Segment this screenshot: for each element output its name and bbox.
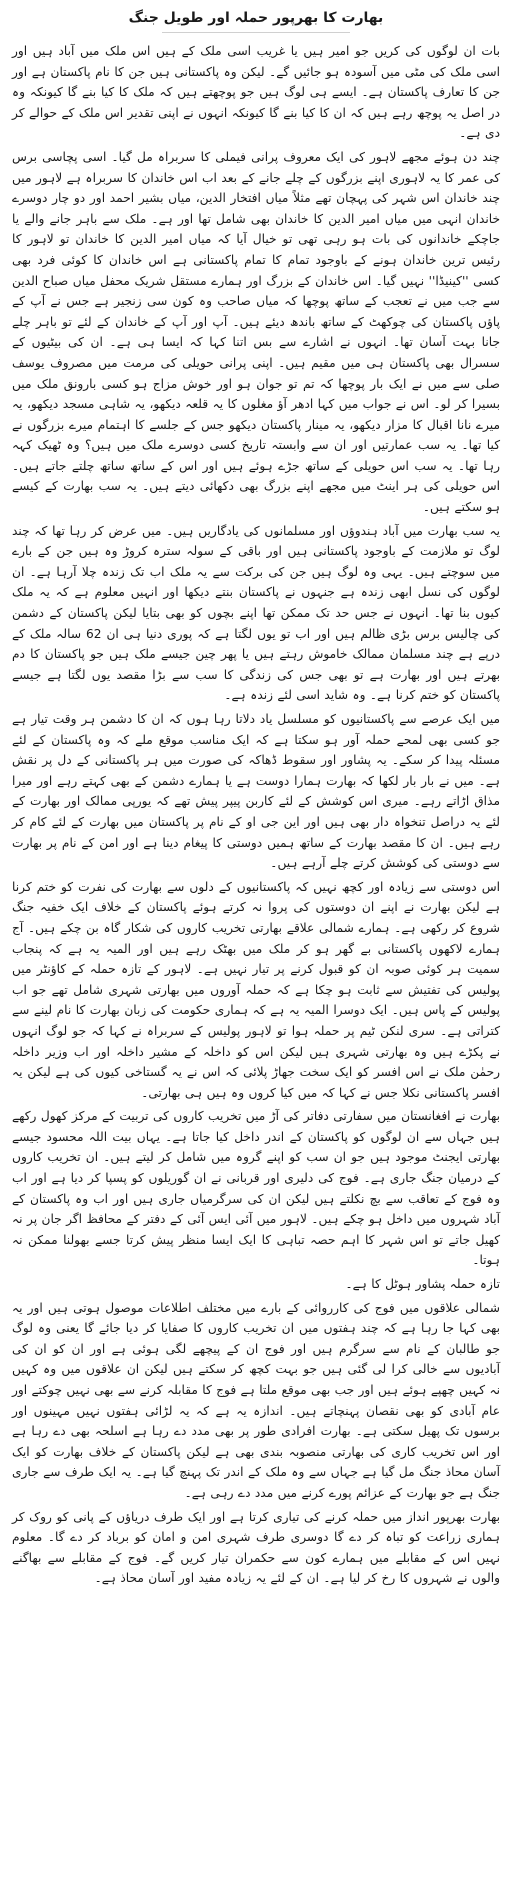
article-paragraph: میں ایک عرصے سے پاکستانیوں کو مسلسل یاد دلاتا رہا ہوں کہ ان کا دشمن ہر وقت تیار ہے جو کسی بھی لمحے حملہ آور ہو سکتا ہے کہ ایک مناسب موقع ملے کہ وہ پاکستان کے لئے مسئلہ پیدا کر سکے۔ یہ پشاور اور سقوط ڈھاکہ کی صورت میں ہر پاکستانی کے دل پر نقش ہے۔ میں نے بار بار لکھا کہ بھارت ہمارا دوست ہے یا ہمارے دشمن کے بھی کہتے رہے اور میرا مذاق اڑاتے رہے۔ میری اس کوشش کے لئے کاربن پیپر پیش تھے کہ یورپی ممالک اور بھارت کے لئے یہ دراصل تنخواہ دار بھی ہیں اور این جی او کے نام پر پاکستان میں بھارت کے لئے کام کر رہے ہیں۔ ان کا مقصد بھارت کے ساتھ ہمیں دوستی کا پیغام دینا ہے اور امن کے نام پر بھارت سے دوستی کی کوشش کرتے چلے آرہے ہیں۔ [12, 712, 500, 871]
title-divider [162, 32, 350, 33]
article-paragraph: اس دوستی سے زیادہ اور کچھ نہیں کہ پاکستانیوں کے دلوں سے بھارت کی نفرت کو ختم کرنا ہے لیکن بھارت نے اپنے ان دوستوں کی پروا نہ کرتے ہوئے پاکستان کے خلاف ایک خفیہ جنگ شروع کر رکھی ہے۔ ہمارے شمالی علاقے بھارتی تخریب کاروں کی شکار گاہ بن چکے ہیں۔ آج ہمارے لاکھوں پاکستانی بے گھر ہو کر ملک میں بھٹک رہے ہیں اور المیہ یہ ہے کہ پنجاب سمیت ہر کوئی صوبہ ان کو قبول کرنے پر تیار نہیں ہے۔ لاہور کے تازہ حملہ کے کاؤنٹر میں پولیس کی تفتیش سے ثابت ہو چکا ہے کہ حملہ آوروں میں بھارتی شہری شامل تھے جو اب پولیس کے پاس ہیں۔ ایک دوسرا المیہ یہ ہے کہ ہماری حکومت کی زبان بھارت کا نام لینے سے کتراتی ہے۔ سری لنکن ٹیم پر حملہ ہوا تو لاہور پولیس کے سربراہ نے کہا کہ جو لوگ انہوں نے پکڑے ہیں وہ بھارتی شہری ہیں لیکن اس کو داخلہ کے مشیر داخلہ اور اب وزیر داخلہ رحمٰن ملک نے اس افسر کو ایک سخت جھاڑ پلائی کہ اس نے یہ گستاخی کیوں کی ہے لیکن یہ افسر پاکستانی نکلا جس نے کہا کہ میں کیا کروں وہ ہیں ہی بھارتی۔ [12, 879, 500, 1100]
article-paragraph: یہ سب بھارت میں آباد ہندوؤں اور مسلمانوں کی یادگاریں ہیں۔ میں عرض کر رہا تھا کہ چند لوگ تو ملازمت کے باوجود پاکستانی ہیں اور باقی کے سولہ سترہ کروڑ وہ ہیں جن کے بارے میں سوچتے ہیں۔ یہی وہ لوگ ہیں جن کی برکت سے یہ ملک اب تک زندہ چلا آرہا ہے۔ ان لوگوں کی نسل ابھی زندہ ہے جنہوں نے پاکستان بنتے دیکھا اور انہیں معلوم ہے کہ یہ ملک کیوں بنا تھا۔ انہوں نے جس حد تک ممکن تھا اپنے بچوں کو بھی بتایا لیکن پاکستان کے دشمن کی چالیس برس بڑی ظالم ہیں اور اب تو یوں لگتا ہے کہ پوری دنیا ہی ان 62 سالہ ملک کے درپے ہے چند مسلمان ممالک خاموش رہتے ہیں یا پھر چین جیسے ملک ہیں جو پاکستان کا دم بھرتے ہیں اور بھارت ہے تو بھی جس کی زندگی کا سب سے بڑا مقصد یوں لگتا ہے جیسے پاکستان کو ختم کرنا ہے۔ وہ شاید اسی لئے زندہ ہے۔ [12, 523, 500, 703]
article-body [12, 41, 500, 1589]
article-title: بھارت کا بھرپور حملہ اور طویل جنگ [128, 10, 384, 26]
article-paragraph: بات ان لوگوں کی کریں جو امیر ہیں یا غریب اسی ملک کے ہیں اس ملک میں آباد ہیں اور اسی ملک کی مٹی میں آسودہ ہو جائیں گے۔ لیکن وہ پاکستانی ہیں جن کا نام پاکستان ہے اور جن کا تعارف پاکستان ہے۔ ایسے ہی لوگ ہیں جو پوچھتے ہیں کہ ملک کا کیا بنے گا کیونکہ وہ در اصل یہ پوچھ رہے ہیں کہ ان کا کیا بنے گا کیونکہ انہوں نے اپنی تقدیر اس ملک کے حوالے کر دی ہے۔ [12, 44, 500, 141]
article-paragraph: تازہ حملہ پشاور ہوٹل کا ہے۔ [345, 1277, 500, 1292]
article-paragraph: بھارت بھرپور انداز میں حملہ کرنے کی تیاری کرتا ہے اور ایک طرف دریاؤں کے پانی کو روک کر ہماری زراعت کو تباہ کر دے گا دوسری طرف شہری امن و امان کو برباد کر دے گا۔ معلوم نہیں اس کے مقابلے میں ہمارے کون سے حکمران تیار کریں گے۔ فوج کے مقابلے سے بھاگنے والوں نے شہروں کا رخ کر لیا ہے۔ ان کے لئے یہ زیادہ مفید اور آسان محاذ ہے۔ [12, 1509, 500, 1586]
article-paragraph: شمالی علاقوں میں فوج کی کارروائی کے بارے میں مختلف اطلاعات موصول ہوتی ہیں اور یہ بھی کہا جا رہا ہے کہ چند ہفتوں میں ان تخریب کاروں کا صفایا کر دیا جائے گا یعنی وہ لوگ جو طالبان کے نام سے سرگرم ہیں اور فوج ان کے پیچھے لگی ہوئی ہے اور ان کو ان کی آبادیوں سے خالی کرا لی گئی ہیں جو بہت کچھ کر سکتے ہیں لیکن ان علاقوں میں وہ کہیں نہ کہیں چھپے ہوئے ہیں اور جب بھی موقع ملتا ہے فوج کا مقابلہ کرنے سے بھی نہیں چوکتے اور عام آبادی کو بھی نقصان پہنچاتے ہیں۔ اندازہ یہ ہے کہ یہ لڑائی ہفتوں نہیں مہینوں اور برسوں تک پھیل سکتی ہے۔ بھارت افرادی طور پر بھی مدد دے رہا ہے اسلحہ بھی دے رہا ہے اور اس تخریب کاری کی بھارتی منصوبہ بندی بھی ہے لیکن پاکستان کے خلاف بھارت کو ایک آسان محاذ جنگ مل گیا ہے جہاں سے وہ ملک کے اندر تک پہنچ گیا ہے۔ یہ ایک طرف سے جاری جنگ ہے جو بھارت کے عزائم پورے کرنے میں مدد دے رہی ہے۔ [12, 1300, 500, 1500]
article-paragraph: چند دن ہوئے مجھے لاہور کی ایک معروف پرانی فیملی کا سربراہ مل گیا۔ اسی پچاسی برس کی عمر کا یہ لاہوری اپنے بزرگوں کے چلے جانے کے بعد اب اس خاندان کا سربراہ ہے لاہور میں چند خاندان اس شہر کی پہچان تھے مثلاً میاں افتخار الدین، میاں بشیر احمد اور دو چار دوسرے خاندان انہی میں میاں امیر الدین کا خاندان بھی شامل تھا اور ہے۔ ملک سے باہر جانے والے یا جاچکے خاندانوں کی بات ہو رہی تھی تو خیال آیا کہ میاں امیر الدین کا خاندان تو لاہور کا رئیس ترین خاندان ہونے کے باوجود تمام کا تمام پاکستانی ہے اس خاندان کا کوئی فرد بھی کسی ''کینیڈا'' نہیں گیا۔ اس خاندان کے بزرگ اور ہمارے مستقل شریک محفل میاں صباح الدین سے جب میں نے تعجب کے ساتھ پوچھا کہ میاں صاحب وہ کون سی زنجیر ہے جس نے آپ کے پاؤں پاکستان کی چوکھٹ کے ساتھ باندھ دیئے ہیں۔ آپ اور آپ کے خاندان کے لئے تو باہر چلے جانا بہت آسان تھا۔ انہوں نے اشارے سے بس اتنا کہا کہ ایسا ہی ہے۔ ان کی بیٹیوں کے سسرال بھی پاکستان ہی میں مقیم ہیں۔ اپنی پرانی حویلی کی مرمت میں مصروف یوسف صلی سے میں نے ایک بار پوچھا کہ تم تو جوان ہو اور خوش مزاج ہو کسی بارونق ملک میں بسیرا کر لو۔ اس نے جواب میں کہا ادھر آؤ مغلوں کا یہ قلعہ دیکھو، یہ شاہی مسجد دیکھو، یہ میرے نانا اقبال کا مزار دیکھو، یہ مینار پاکستان دیکھو جس کے جلسے کا اہتمام میرے بزرگوں نے کیا تھا۔ یہ سب عمارتیں اور ان سے وابستہ تاریخ کسی دوسرے ملک میں ہیں؟ وہ ٹھیک کہہ رہا تھا۔ یہ سب اس حویلی کے ساتھ جڑے ہوئے ہیں اور اس کے ساتھ ساتھ چلتے جاتے ہیں۔ اس حویلی کی ہر اینٹ میں مجھے اپنے بزرگ بھی دکھائی دیتے ہیں۔ یہ سب بھارت کے کیسے ہو سکتے ہیں۔ [12, 149, 500, 515]
article-paragraph: بھارت نے افغانستان میں سفارتی دفاتر کی آڑ میں تخریب کاروں کی تربیت کے مرکز کھول رکھے ہیں جہاں سے ان لوگوں کو پاکستان کے اندر داخل کیا جاتا ہے۔ یہاں بیت اللہ محسود جیسے بھارتی ایجنٹ موجود ہیں جو ان سب کو اپنے گروہ میں شامل کر لیتے ہیں۔ ان تخریب کاروں کے درمیان جنگ جاری ہے۔ فوج کی دلیری اور قربانی نے ان گوریلوں کو پسپا کر دیا ہے اور اب وہ فوج کے تعاقب سے بچ نکلتے ہیں لیکن ان کی سرگرمیاں جاری ہیں اور اب وہ پاکستان کے آباد شہروں میں داخل ہو چکے ہیں۔ لاہور میں آئی ایس آئی کے دفتر کے محافظ اگر جان پر نہ کھیل جاتے تو اس شہر کا اہم حصہ تباہی کا ایک ایسا منظر پیش کرتا جسے بھولنا ممکن نہ ہوتا۔ [12, 1109, 500, 1268]
